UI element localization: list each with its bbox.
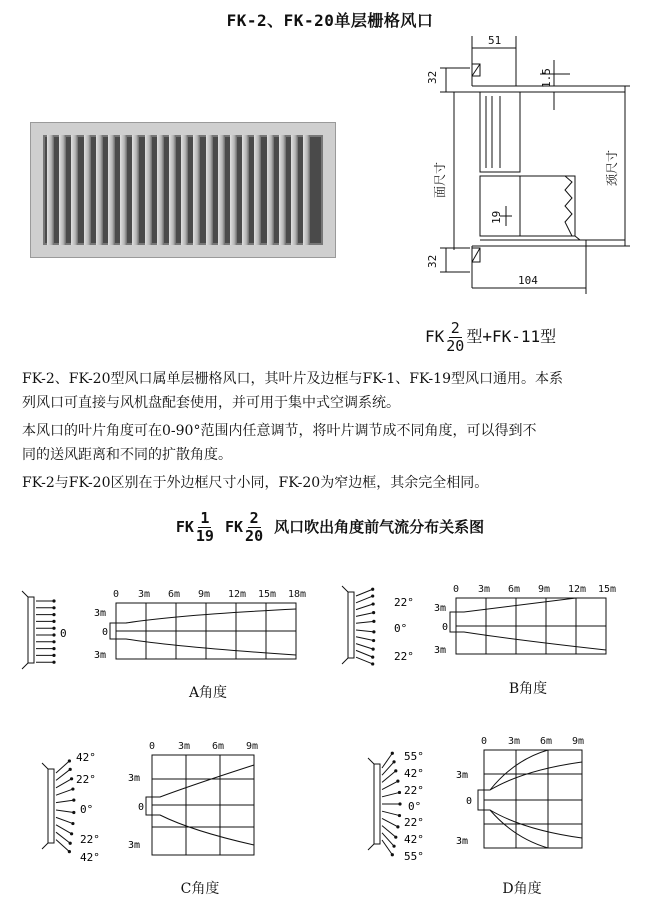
airflow-arrowhead	[69, 768, 72, 771]
airflow-arrowhead	[394, 769, 397, 772]
grille-photo	[30, 122, 336, 258]
subtitle-f2-den: 20	[245, 527, 264, 545]
grille-slat	[291, 135, 298, 245]
model-prefix: FK	[425, 327, 445, 346]
grille-slat	[169, 135, 176, 245]
diagram-a	[20, 585, 320, 675]
model-suffix: 型+FK-11型	[466, 327, 557, 346]
grille-slat	[120, 135, 127, 245]
airflow-arrow	[56, 789, 73, 795]
airflow-arrow	[356, 613, 374, 617]
grille-slat	[181, 135, 188, 245]
airflow-arrowhead	[52, 647, 55, 650]
subtitle-f2-prefix: FK	[224, 518, 244, 536]
x-tick-label: 15m	[258, 589, 277, 600]
airflow-arrow	[382, 818, 398, 826]
b-angle-1: 22°	[394, 596, 414, 609]
c-angle-2: 22°	[76, 773, 96, 786]
grille-slat	[132, 135, 139, 245]
airflow-arrowhead	[71, 787, 74, 790]
grille-slat	[71, 135, 78, 245]
caption-d: D角度	[502, 881, 542, 897]
para-line-1: FK-2、FK-20型风口属单层栅格风口，其叶片及边框与FK-1、FK-19型风口通用。本系	[22, 371, 563, 387]
x-tick-label: 6m	[508, 584, 521, 595]
subtitle-f2-num: 2	[249, 509, 259, 527]
b-y-mid: 0	[442, 622, 449, 633]
a-y-top: 3m	[94, 608, 107, 619]
grille-slat	[96, 135, 103, 245]
b-y-top: 3m	[434, 603, 447, 614]
dim-gap: 1.5	[540, 68, 553, 88]
subtitle-f1-num: 1	[200, 509, 210, 527]
airflow-arrowhead	[371, 662, 374, 665]
grille-slat	[303, 135, 310, 245]
airflow-arrowhead	[392, 760, 395, 763]
c-angle-5: 42°	[80, 851, 100, 864]
d-y-mid: 0	[466, 796, 473, 807]
subtitle-f2	[245, 510, 263, 545]
c-angle-4: 22°	[80, 833, 100, 846]
section-drawing	[420, 30, 650, 310]
d-y-top: 3m	[456, 770, 469, 781]
grille-slat	[157, 135, 164, 245]
airflow-arrowhead	[52, 627, 55, 630]
airflow-arrowhead	[372, 648, 375, 651]
d-angle-4: 0°	[408, 800, 422, 813]
airflow-arrowhead	[372, 611, 375, 614]
para-line-2: 列风口可直接与风机盘配套使用，并可用于集中式空调系统。	[22, 395, 400, 411]
model-num: 2	[450, 319, 460, 337]
airflow-arrowhead	[371, 656, 374, 659]
airflow-arrowhead	[69, 842, 72, 845]
airflow-arrowhead	[52, 620, 55, 623]
subtitle-text: 风口吹出角度前气流分布关系图	[274, 518, 485, 536]
dim-bottom-height: 32	[426, 254, 439, 268]
x-tick-label: 0	[149, 741, 156, 752]
grille-slat	[108, 135, 115, 245]
dim-bottom-width: 104	[518, 274, 538, 287]
subtitle-f1-prefix: FK	[175, 518, 194, 536]
para-line-3: 本风口的叶片角度可在0-90°范围内任意调节，将叶片调节成不同角度，可以得到不	[22, 423, 537, 439]
c-angle-1: 42°	[76, 751, 96, 764]
diagram-c	[40, 735, 280, 865]
d-angle-7: 55°	[404, 850, 424, 863]
airflow-arrowhead	[398, 802, 401, 805]
airflow-arrow	[356, 637, 374, 641]
grille-slat	[206, 135, 213, 245]
airflow-arrowhead	[70, 777, 73, 780]
b-y-bot: 3m	[434, 645, 447, 656]
airflow-arrowhead	[398, 814, 401, 817]
grille-slat	[267, 135, 274, 245]
caption-a: A角度	[188, 685, 228, 701]
subtitle-f1-den: 19	[195, 527, 214, 545]
x-tick-label: 18m	[288, 589, 307, 600]
airflow-arrowhead	[396, 780, 399, 783]
grille-slat	[145, 135, 152, 245]
para-line-4: 同的送风距离和不同的扩散角度。	[22, 447, 232, 463]
grille-slats	[43, 135, 323, 245]
dim-neck-size: 颈尺寸	[605, 149, 619, 186]
d-y-bot: 3m	[456, 836, 469, 847]
dim-top-width: 51	[488, 34, 502, 47]
airflow-arrowhead	[72, 811, 75, 814]
airflow-arrow	[356, 604, 373, 610]
x-tick-label: 15m	[598, 584, 617, 595]
grille-slat	[218, 135, 225, 245]
grille-slat	[254, 135, 261, 245]
airflow-arrowhead	[371, 588, 374, 591]
caption-c: C角度	[180, 881, 220, 897]
airflow-arrowhead	[52, 661, 55, 664]
airflow-arrow	[356, 589, 373, 596]
model-den: 20	[446, 337, 465, 355]
airflow-arrowhead	[372, 630, 375, 633]
airflow-arrowhead	[396, 825, 399, 828]
airflow-arrowhead	[68, 759, 71, 762]
diagram-d	[360, 730, 610, 870]
grille-slat	[193, 135, 200, 245]
airflow-arrow	[56, 825, 72, 834]
x-tick-label: 0	[453, 584, 460, 595]
airflow-arrow	[382, 781, 398, 789]
caption-b: B角度	[508, 681, 548, 697]
airflow-arrowhead	[372, 639, 375, 642]
airflow-arrow	[356, 657, 373, 664]
airflow-arrowhead	[52, 606, 55, 609]
airflow-arrow	[356, 650, 373, 657]
x-tick-label: 3m	[478, 584, 491, 595]
dim-face-size: 面尺寸	[433, 161, 447, 198]
subtitle-f1	[196, 510, 214, 545]
airflow-arrow	[56, 800, 74, 803]
x-tick-label: 0	[481, 736, 488, 747]
airflow-arrowhead	[52, 640, 55, 643]
airflow-arrowhead	[391, 752, 394, 755]
para-line-5: FK-2与FK-20区别在于外边框尺寸小同，FK-20为窄边框，其余完全相同。	[22, 475, 489, 491]
grille-slat	[47, 135, 54, 245]
c-y-bot: 3m	[128, 840, 141, 851]
airflow-arrow	[382, 811, 399, 815]
diagram-section-title	[0, 510, 660, 545]
airflow-arrowhead	[52, 613, 55, 616]
airflow-arrowhead	[371, 594, 374, 597]
x-tick-label: 3m	[178, 741, 191, 752]
x-tick-label: 0	[113, 589, 120, 600]
a-y-mid: 0	[102, 627, 109, 638]
x-tick-label: 12m	[228, 589, 247, 600]
c-angle-3: 0°	[80, 803, 94, 816]
airflow-arrow	[356, 630, 374, 632]
b-angle-2: 0°	[394, 622, 408, 635]
airflow-arrowhead	[392, 845, 395, 848]
airflow-arrowhead	[71, 822, 74, 825]
x-tick-label: 6m	[212, 741, 225, 752]
airflow-arrowhead	[394, 836, 397, 839]
airflow-arrowhead	[372, 602, 375, 605]
d-angle-6: 42°	[404, 833, 424, 846]
x-tick-label: 9m	[538, 584, 551, 595]
diagram-b	[340, 580, 650, 670]
airflow-arrowhead	[72, 798, 75, 801]
airflow-arrowhead	[391, 853, 394, 856]
airflow-arrow	[56, 817, 73, 823]
grille-slat	[279, 135, 286, 245]
a-y-bot: 3m	[94, 650, 107, 661]
x-tick-label: 3m	[508, 736, 521, 747]
x-tick-label: 9m	[572, 736, 585, 747]
airflow-arrowhead	[68, 850, 71, 853]
airflow-arrowhead	[70, 832, 73, 835]
airflow-arrow	[356, 644, 373, 650]
airflow-arrow	[56, 779, 72, 788]
page-title: FK-2、FK-20单层栅格风口	[226, 11, 434, 30]
grille-slat	[59, 135, 66, 245]
d-angle-5: 22°	[404, 816, 424, 829]
model-label	[425, 320, 556, 355]
x-tick-label: 3m	[138, 589, 151, 600]
airflow-arrowhead	[372, 620, 375, 623]
airflow-arrowhead	[52, 599, 55, 602]
d-angle-2: 42°	[404, 767, 424, 780]
grille-slat	[230, 135, 237, 245]
airflow-arrow	[356, 596, 373, 603]
airflow-arrowhead	[52, 633, 55, 636]
d-angle-1: 55°	[404, 750, 424, 763]
airflow-arrow	[56, 810, 74, 813]
model-fraction	[446, 320, 464, 355]
x-tick-label: 6m	[168, 589, 181, 600]
c-y-mid: 0	[138, 802, 145, 813]
x-tick-label: 12m	[568, 584, 587, 595]
dim-top-height: 32	[426, 70, 439, 84]
b-angle-3: 22°	[394, 650, 414, 663]
a-angle-label: 0	[60, 627, 67, 640]
c-y-top: 3m	[128, 773, 141, 784]
x-tick-label: 9m	[246, 741, 259, 752]
d-angle-3: 22°	[404, 784, 424, 797]
airflow-arrowhead	[52, 654, 55, 657]
airflow-arrow	[356, 621, 374, 623]
airflow-arrow	[382, 792, 399, 796]
dim-mid: 19	[490, 210, 503, 224]
grille-slat	[242, 135, 249, 245]
airflow-arrowhead	[398, 791, 401, 794]
x-tick-label: 6m	[540, 736, 553, 747]
grille-slat	[84, 135, 91, 245]
x-tick-label: 9m	[198, 589, 211, 600]
